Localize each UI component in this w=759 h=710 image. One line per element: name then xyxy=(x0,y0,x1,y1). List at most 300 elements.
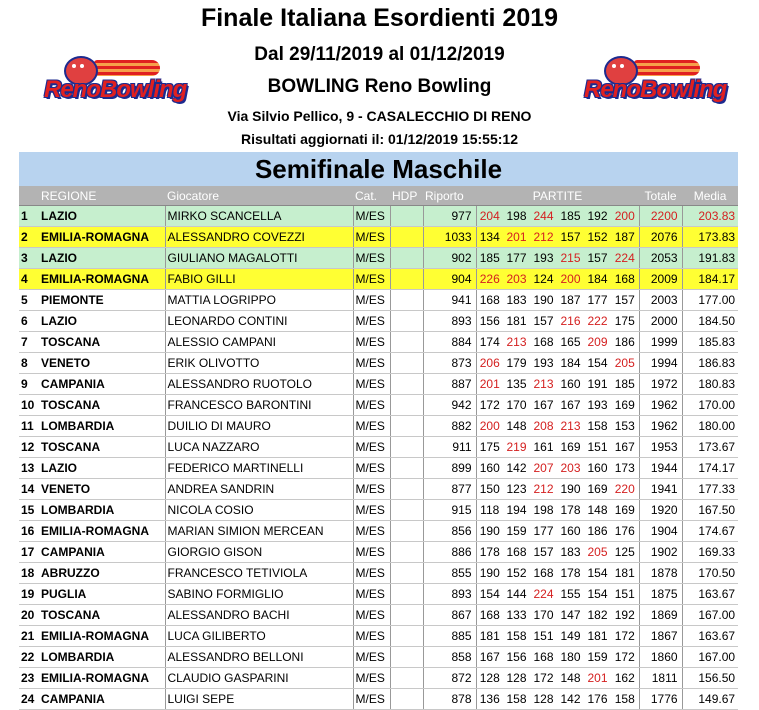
total-cell: 1941 xyxy=(639,479,682,500)
table-row xyxy=(19,668,738,689)
game-score-cell: 192 xyxy=(611,605,639,626)
game-score-cell: 190 xyxy=(530,290,557,311)
hdp-cell xyxy=(390,521,423,542)
game-score-cell: 175 xyxy=(476,437,503,458)
game-score-cell: 190 xyxy=(476,563,503,584)
category-cell: M/ES xyxy=(353,206,390,227)
player-cell: ALESSANDRO RUOTOLO xyxy=(165,374,353,395)
category-cell: M/ES xyxy=(353,521,390,542)
player-cell: GIULIANO MAGALOTTI xyxy=(165,248,353,269)
game-score-cell: 160 xyxy=(557,374,584,395)
category-cell: M/ES xyxy=(353,416,390,437)
category-cell: M/ES xyxy=(353,626,390,647)
average-cell: 177.00 xyxy=(682,290,738,311)
category-cell: M/ES xyxy=(353,689,390,710)
player-cell: ALESSANDRO BELLONI xyxy=(165,647,353,668)
game-score-cell: 203 xyxy=(503,269,530,290)
hdp-cell xyxy=(390,416,423,437)
average-cell: 170.00 xyxy=(682,395,738,416)
hdp-cell xyxy=(390,479,423,500)
venue-name: BOWLING Reno Bowling xyxy=(267,76,492,97)
player-cell: CLAUDIO GASPARINI xyxy=(165,668,353,689)
game-score-cell: 224 xyxy=(611,248,639,269)
game-score-cell: 178 xyxy=(557,563,584,584)
table-row xyxy=(19,416,738,437)
game-score-cell: 177 xyxy=(503,248,530,269)
game-score-cell: 134 xyxy=(476,227,503,248)
table-row xyxy=(19,395,738,416)
game-score-cell: 190 xyxy=(476,521,503,542)
riporto-cell: 893 xyxy=(423,584,476,605)
game-score-cell: 165 xyxy=(557,332,584,353)
average-cell: 184.50 xyxy=(682,311,738,332)
total-cell: 1999 xyxy=(639,332,682,353)
table-row xyxy=(19,206,738,227)
category-cell: M/ES xyxy=(353,311,390,332)
total-cell: 1962 xyxy=(639,416,682,437)
region-cell: TOSCANA xyxy=(39,437,165,458)
riporto-cell: 902 xyxy=(423,248,476,269)
player-cell: NICOLA COSIO xyxy=(165,500,353,521)
rank-cell: 19 xyxy=(19,584,39,605)
swoosh-graphic xyxy=(94,60,160,76)
game-score-cell: 157 xyxy=(530,542,557,563)
game-score-cell: 159 xyxy=(584,647,611,668)
average-cell: 156.50 xyxy=(682,668,738,689)
game-score-cell: 136 xyxy=(476,689,503,710)
total-cell: 1867 xyxy=(639,626,682,647)
average-cell: 167.00 xyxy=(682,605,738,626)
table-header-row xyxy=(19,186,738,206)
game-score-cell: 181 xyxy=(503,311,530,332)
player-cell: ALESSANDRO COVEZZI xyxy=(165,227,353,248)
game-score-cell: 191 xyxy=(584,374,611,395)
game-score-cell: 184 xyxy=(584,269,611,290)
rank-cell: 3 xyxy=(19,248,39,269)
hdp-cell xyxy=(390,458,423,479)
game-score-cell: 144 xyxy=(503,584,530,605)
region-cell: CAMPANIA xyxy=(39,542,165,563)
game-score-cell: 159 xyxy=(503,521,530,542)
hdp-cell xyxy=(390,290,423,311)
total-cell: 1875 xyxy=(639,584,682,605)
hdp-cell xyxy=(390,269,423,290)
rank-cell: 15 xyxy=(19,500,39,521)
riporto-cell: 887 xyxy=(423,374,476,395)
total-cell: 2200 xyxy=(639,206,682,227)
category-cell: M/ES xyxy=(353,563,390,584)
game-score-cell: 157 xyxy=(557,227,584,248)
game-score-cell: 128 xyxy=(530,689,557,710)
game-score-cell: 170 xyxy=(530,605,557,626)
category-cell: M/ES xyxy=(353,290,390,311)
game-score-cell: 200 xyxy=(611,206,639,227)
riporto-cell: 886 xyxy=(423,542,476,563)
table-row xyxy=(19,479,738,500)
average-cell: 177.33 xyxy=(682,479,738,500)
game-score-cell: 168 xyxy=(530,563,557,584)
col-header-partite: PARTITE xyxy=(476,186,639,206)
average-cell: 167.50 xyxy=(682,500,738,521)
category-cell: M/ES xyxy=(353,395,390,416)
game-score-cell: 154 xyxy=(476,584,503,605)
game-score-cell: 154 xyxy=(584,563,611,584)
rank-cell: 13 xyxy=(19,458,39,479)
game-score-cell: 154 xyxy=(584,353,611,374)
rank-cell: 6 xyxy=(19,311,39,332)
table-row xyxy=(19,332,738,353)
riporto-cell: 856 xyxy=(423,521,476,542)
region-cell: TOSCANA xyxy=(39,395,165,416)
game-score-cell: 142 xyxy=(557,689,584,710)
game-score-cell: 208 xyxy=(530,416,557,437)
game-score-cell: 183 xyxy=(557,542,584,563)
update-timestamp: Risultati aggiornati il: 01/12/2019 15:55:12 xyxy=(240,131,518,147)
game-score-cell: 149 xyxy=(557,626,584,647)
game-score-cell: 200 xyxy=(476,416,503,437)
logo-wordmark: RenoBowling xyxy=(584,76,727,103)
rank-cell: 16 xyxy=(19,521,39,542)
game-score-cell: 168 xyxy=(503,542,530,563)
venue-address: Via Silvio Pellico, 9 - CASALECCHIO DI RENO xyxy=(227,108,532,124)
riporto-cell: 855 xyxy=(423,563,476,584)
table-row xyxy=(19,563,738,584)
game-score-cell: 219 xyxy=(503,437,530,458)
category-cell: M/ES xyxy=(353,584,390,605)
rank-cell: 20 xyxy=(19,605,39,626)
event-dates: Dal 29/11/2019 al 01/12/2019 xyxy=(254,44,505,65)
game-score-cell: 183 xyxy=(503,290,530,311)
game-score-cell: 212 xyxy=(530,479,557,500)
total-cell: 1904 xyxy=(639,521,682,542)
game-score-cell: 216 xyxy=(557,311,584,332)
riporto-cell: 893 xyxy=(423,311,476,332)
riporto-cell: 885 xyxy=(423,626,476,647)
game-score-cell: 151 xyxy=(584,437,611,458)
game-score-cell: 185 xyxy=(611,374,639,395)
table-row xyxy=(19,311,738,332)
total-cell: 1869 xyxy=(639,605,682,626)
game-score-cell: 148 xyxy=(584,500,611,521)
region-cell: EMILIA-ROMAGNA xyxy=(39,269,165,290)
category-cell: M/ES xyxy=(353,458,390,479)
game-score-cell: 152 xyxy=(584,227,611,248)
player-cell: GIORGIO GISON xyxy=(165,542,353,563)
rank-cell: 21 xyxy=(19,626,39,647)
table-row xyxy=(19,584,738,605)
col-header-hdp: HDP xyxy=(390,186,423,206)
col-header-riporto: Riporto xyxy=(423,186,476,206)
riporto-cell: 882 xyxy=(423,416,476,437)
average-cell: 163.67 xyxy=(682,584,738,605)
player-cell: LUIGI SEPE xyxy=(165,689,353,710)
average-cell: 191.83 xyxy=(682,248,738,269)
region-cell: EMILIA-ROMAGNA xyxy=(39,626,165,647)
table-row xyxy=(19,290,738,311)
game-score-cell: 244 xyxy=(530,206,557,227)
player-cell: LUCA GILIBERTO xyxy=(165,626,353,647)
hdp-cell xyxy=(390,227,423,248)
game-score-cell: 153 xyxy=(611,416,639,437)
rank-cell: 18 xyxy=(19,563,39,584)
game-score-cell: 158 xyxy=(584,416,611,437)
region-cell: TOSCANA xyxy=(39,605,165,626)
total-cell: 1962 xyxy=(639,395,682,416)
hdp-cell xyxy=(390,311,423,332)
region-cell: ABRUZZO xyxy=(39,563,165,584)
rank-cell: 24 xyxy=(19,689,39,710)
game-score-cell: 167 xyxy=(557,395,584,416)
game-score-cell: 148 xyxy=(503,416,530,437)
game-score-cell: 167 xyxy=(530,395,557,416)
total-cell: 1994 xyxy=(639,353,682,374)
game-score-cell: 180 xyxy=(557,647,584,668)
riporto-cell: 873 xyxy=(423,353,476,374)
total-cell: 1811 xyxy=(639,668,682,689)
game-score-cell: 201 xyxy=(476,374,503,395)
game-score-cell: 167 xyxy=(611,437,639,458)
average-cell: 174.67 xyxy=(682,521,738,542)
game-score-cell: 167 xyxy=(476,647,503,668)
region-cell: LAZIO xyxy=(39,248,165,269)
game-score-cell: 133 xyxy=(503,605,530,626)
game-score-cell: 186 xyxy=(611,332,639,353)
player-cell: SABINO FORMIGLIO xyxy=(165,584,353,605)
game-score-cell: 220 xyxy=(611,479,639,500)
game-score-cell: 156 xyxy=(503,647,530,668)
hdp-cell xyxy=(390,542,423,563)
game-score-cell: 184 xyxy=(557,353,584,374)
game-score-cell: 205 xyxy=(611,353,639,374)
hdp-cell xyxy=(390,374,423,395)
category-cell: M/ES xyxy=(353,500,390,521)
player-cell: MATTIA LOGRIPPO xyxy=(165,290,353,311)
hdp-cell xyxy=(390,500,423,521)
game-score-cell: 172 xyxy=(530,668,557,689)
table-row xyxy=(19,500,738,521)
game-score-cell: 168 xyxy=(476,605,503,626)
category-cell: M/ES xyxy=(353,542,390,563)
table-row xyxy=(19,248,738,269)
riporto-cell: 872 xyxy=(423,668,476,689)
game-score-cell: 158 xyxy=(503,689,530,710)
game-score-cell: 206 xyxy=(476,353,503,374)
riporto-cell: 911 xyxy=(423,437,476,458)
player-cell: FRANCESCO BARONTINI xyxy=(165,395,353,416)
category-cell: M/ES xyxy=(353,647,390,668)
riporto-cell: 1033 xyxy=(423,227,476,248)
total-cell: 1944 xyxy=(639,458,682,479)
game-score-cell: 193 xyxy=(530,248,557,269)
average-cell: 180.00 xyxy=(682,416,738,437)
average-cell: 184.17 xyxy=(682,269,738,290)
game-score-cell: 160 xyxy=(476,458,503,479)
game-score-cell: 177 xyxy=(530,521,557,542)
game-score-cell: 175 xyxy=(611,311,639,332)
hdp-cell xyxy=(390,248,423,269)
game-score-cell: 169 xyxy=(584,479,611,500)
riporto-cell: 878 xyxy=(423,689,476,710)
riporto-cell: 877 xyxy=(423,479,476,500)
rank-cell: 23 xyxy=(19,668,39,689)
game-score-cell: 176 xyxy=(611,521,639,542)
table-row xyxy=(19,542,738,563)
riporto-cell: 904 xyxy=(423,269,476,290)
game-score-cell: 169 xyxy=(611,500,639,521)
game-score-cell: 181 xyxy=(584,626,611,647)
total-cell: 1953 xyxy=(639,437,682,458)
table-row xyxy=(19,269,738,290)
average-cell: 149.67 xyxy=(682,689,738,710)
game-score-cell: 194 xyxy=(503,500,530,521)
player-cell: ANDREA SANDRIN xyxy=(165,479,353,500)
rank-cell: 10 xyxy=(19,395,39,416)
game-score-cell: 203 xyxy=(557,458,584,479)
player-cell: MARIAN SIMION MERCEAN xyxy=(165,521,353,542)
hdp-cell xyxy=(390,437,423,458)
hdp-cell xyxy=(390,206,423,227)
game-score-cell: 156 xyxy=(476,311,503,332)
player-cell: LUCA NAZZARO xyxy=(165,437,353,458)
hdp-cell xyxy=(390,395,423,416)
game-score-cell: 118 xyxy=(476,500,503,521)
game-score-cell: 200 xyxy=(557,269,584,290)
category-cell: M/ES xyxy=(353,353,390,374)
average-cell: 180.83 xyxy=(682,374,738,395)
game-score-cell: 172 xyxy=(611,647,639,668)
hdp-cell xyxy=(390,626,423,647)
game-score-cell: 128 xyxy=(476,668,503,689)
average-cell: 173.67 xyxy=(682,437,738,458)
table-row xyxy=(19,689,738,710)
game-score-cell: 125 xyxy=(611,542,639,563)
region-cell: LOMBARDIA xyxy=(39,500,165,521)
game-score-cell: 155 xyxy=(557,584,584,605)
game-score-cell: 158 xyxy=(503,626,530,647)
average-cell: 203.83 xyxy=(682,206,738,227)
game-score-cell: 151 xyxy=(611,584,639,605)
player-cell: FABIO GILLI xyxy=(165,269,353,290)
riporto-cell: 884 xyxy=(423,332,476,353)
game-score-cell: 151 xyxy=(530,626,557,647)
game-score-cell: 179 xyxy=(503,353,530,374)
col-header-player: Giocatore xyxy=(165,186,353,206)
category-cell: M/ES xyxy=(353,668,390,689)
game-score-cell: 170 xyxy=(503,395,530,416)
region-cell: TOSCANA xyxy=(39,332,165,353)
game-score-cell: 213 xyxy=(557,416,584,437)
game-score-cell: 174 xyxy=(476,332,503,353)
hdp-cell xyxy=(390,353,423,374)
average-cell: 173.83 xyxy=(682,227,738,248)
total-cell: 1920 xyxy=(639,500,682,521)
game-score-cell: 226 xyxy=(476,269,503,290)
region-cell: LOMBARDIA xyxy=(39,416,165,437)
game-score-cell: 158 xyxy=(611,689,639,710)
riporto-cell: 942 xyxy=(423,395,476,416)
region-cell: PUGLIA xyxy=(39,584,165,605)
average-cell: 163.67 xyxy=(682,626,738,647)
average-cell: 170.50 xyxy=(682,563,738,584)
average-cell: 186.83 xyxy=(682,353,738,374)
game-score-cell: 128 xyxy=(503,668,530,689)
game-score-cell: 142 xyxy=(503,458,530,479)
player-cell: MIRKO SCANCELLA xyxy=(165,206,353,227)
swoosh-graphic xyxy=(634,60,700,76)
total-cell: 1776 xyxy=(639,689,682,710)
rank-cell: 1 xyxy=(19,206,39,227)
total-cell: 1972 xyxy=(639,374,682,395)
game-score-cell: 173 xyxy=(611,458,639,479)
table-row xyxy=(19,647,738,668)
col-header-media: Media xyxy=(682,186,738,206)
game-score-cell: 198 xyxy=(530,500,557,521)
hdp-cell xyxy=(390,647,423,668)
game-score-cell: 185 xyxy=(476,248,503,269)
rank-cell: 5 xyxy=(19,290,39,311)
game-score-cell: 168 xyxy=(530,332,557,353)
riporto-cell: 858 xyxy=(423,647,476,668)
game-score-cell: 193 xyxy=(530,353,557,374)
col-header-pos xyxy=(19,186,39,206)
rank-cell: 9 xyxy=(19,374,39,395)
game-score-cell: 181 xyxy=(476,626,503,647)
total-cell: 2003 xyxy=(639,290,682,311)
category-cell: M/ES xyxy=(353,437,390,458)
region-cell: VENETO xyxy=(39,353,165,374)
average-cell: 174.17 xyxy=(682,458,738,479)
game-score-cell: 177 xyxy=(584,290,611,311)
results-table xyxy=(19,186,738,710)
table-row xyxy=(19,458,738,479)
hdp-cell xyxy=(390,563,423,584)
region-cell: EMILIA-ROMAGNA xyxy=(39,521,165,542)
game-score-cell: 201 xyxy=(503,227,530,248)
game-score-cell: 187 xyxy=(557,290,584,311)
riporto-cell: 977 xyxy=(423,206,476,227)
game-score-cell: 201 xyxy=(584,668,611,689)
rank-cell: 7 xyxy=(19,332,39,353)
game-score-cell: 150 xyxy=(476,479,503,500)
game-score-cell: 215 xyxy=(557,248,584,269)
game-score-cell: 157 xyxy=(611,290,639,311)
game-score-cell: 160 xyxy=(557,521,584,542)
game-score-cell: 187 xyxy=(611,227,639,248)
category-cell: M/ES xyxy=(353,248,390,269)
rank-cell: 14 xyxy=(19,479,39,500)
game-score-cell: 172 xyxy=(476,395,503,416)
riporto-cell: 941 xyxy=(423,290,476,311)
game-score-cell: 169 xyxy=(611,395,639,416)
player-cell: ALESSANDRO BACHI xyxy=(165,605,353,626)
hdp-cell xyxy=(390,668,423,689)
logo-wordmark: RenoBowling xyxy=(44,76,187,103)
total-cell: 2009 xyxy=(639,269,682,290)
region-cell: CAMPANIA xyxy=(39,374,165,395)
player-cell: FRANCESCO TETIVIOLA xyxy=(165,563,353,584)
average-cell: 185.83 xyxy=(682,332,738,353)
riporto-cell: 915 xyxy=(423,500,476,521)
game-score-cell: 209 xyxy=(584,332,611,353)
region-cell: EMILIA-ROMAGNA xyxy=(39,227,165,248)
game-score-cell: 135 xyxy=(503,374,530,395)
region-cell: LAZIO xyxy=(39,311,165,332)
hdp-cell xyxy=(390,689,423,710)
game-score-cell: 168 xyxy=(476,290,503,311)
game-score-cell: 213 xyxy=(503,332,530,353)
total-cell: 2000 xyxy=(639,311,682,332)
rank-cell: 2 xyxy=(19,227,39,248)
